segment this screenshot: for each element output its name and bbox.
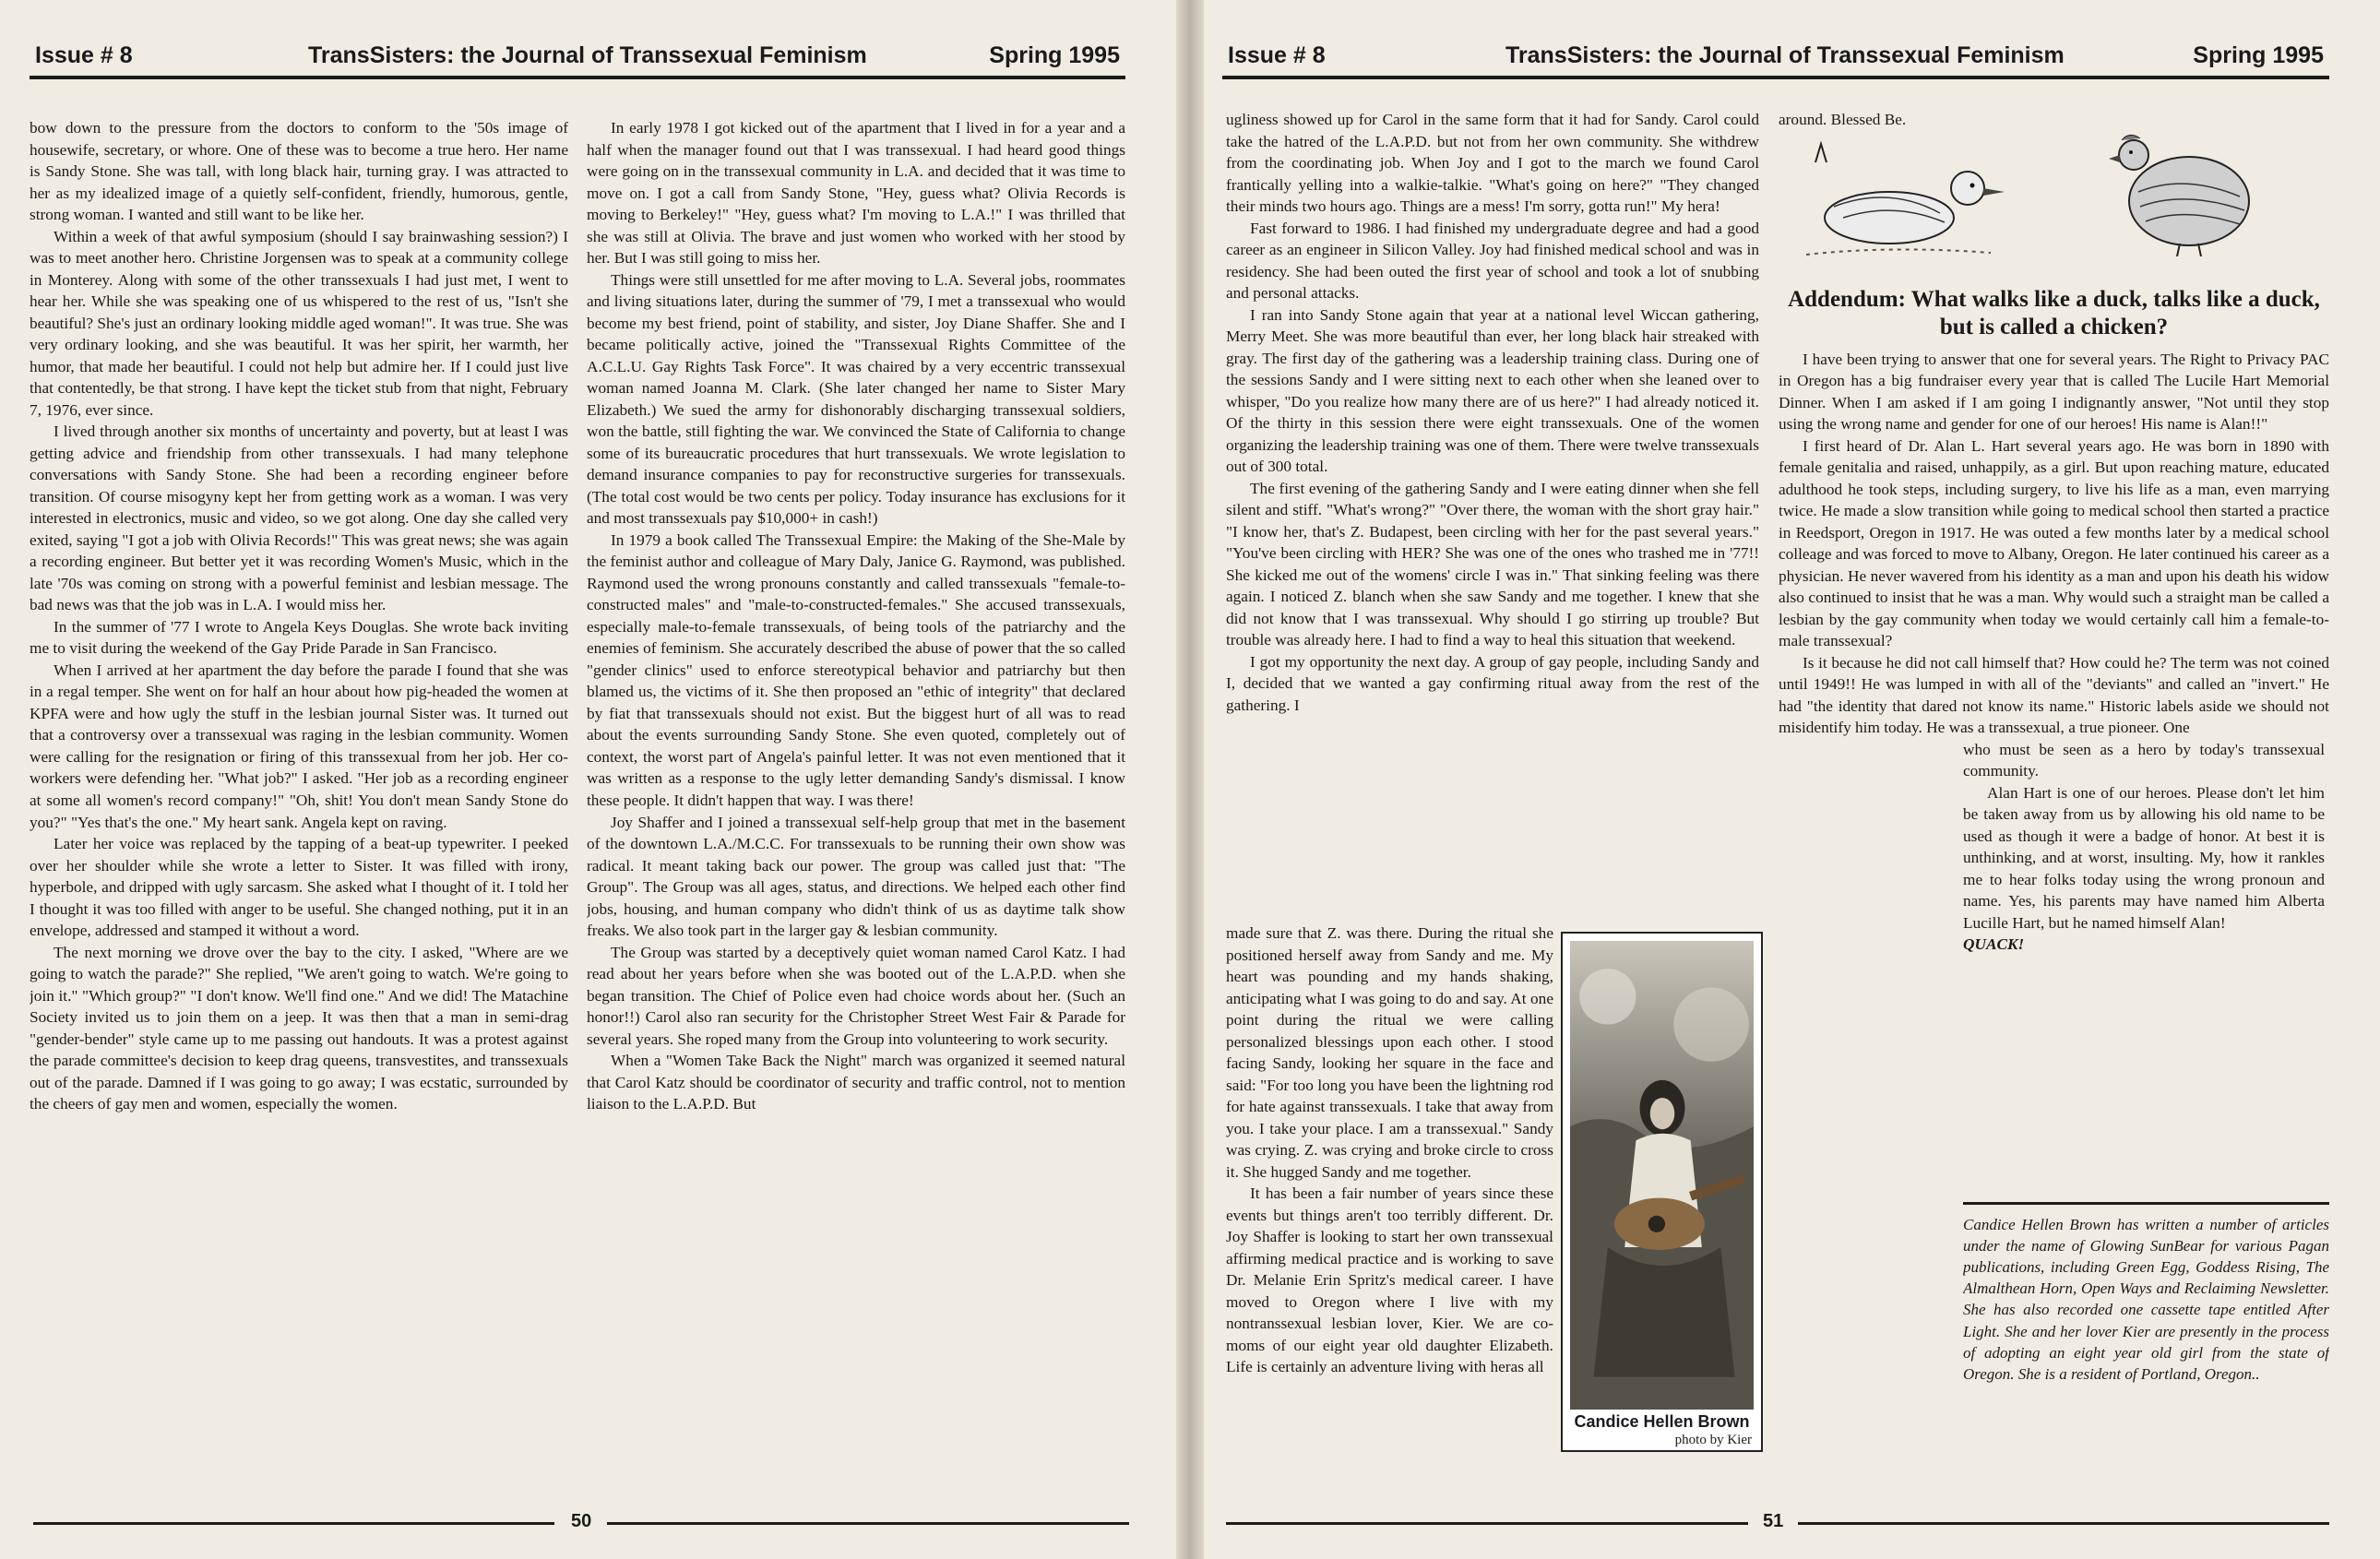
left-column-1 bbox=[30, 117, 568, 1469]
addendum-body bbox=[1779, 349, 2329, 739]
paragraph: I lived through another six months of uncertainty and poverty, but at least I was getting advice and friendship from other transsexuals. I had many telephone conversations with Sandy Stone. She had been a recording engineer before transition. Of course misogyny kept her from getting work as a woman. I was very interested in electronics, music and video, so we got along. One day she called very exited, saying "I got a job with Olivia Records!" This was great news; she was again a recording engineer. But better yet it was recording Women's Music, which in the late '70s was coming on strong with a powerful feminist and lesbian message. The bad news was that the job was in L.A. I would miss her. bbox=[30, 422, 568, 614]
paragraph: Alan Hart is one of our heroes. Please don't let him be taken away from us by allowing his old name to be used as though it were a badge of honor. At best it is unthinking, and at worst, insulting. My, how it rankles me to hear folks today using the wrong pronoun and name. Yes, his parents may have named him Alberta Lucille Hart, but he named himself Alan! bbox=[1963, 783, 2325, 932]
paragraph: When a "Women Take Back the Night" march was organized it seemed natural that Carol Katz should be coordinator of security and traffic control, not to mention liaison to the L.A.P.D. But bbox=[587, 1052, 1125, 1113]
paragraph: Later her voice was replaced by the tapping of a beat-up typewriter. I peeked over her shoulder while she wrote a letter to Sister. It was filled with irony, hyperbole, and dripped with ugly sarcasm. She asked what I thought of it. I told her I thought it was too filled with anger to be useful. She changed nothing, put it in an envelope, addressed and stamped it without a word. bbox=[30, 835, 568, 940]
journal-title: TransSisters: the Journal of Transsexual Feminism bbox=[1505, 42, 2065, 68]
intro-text: around. Blessed Be. bbox=[1779, 111, 1907, 128]
chicken-icon bbox=[2092, 118, 2277, 256]
paragraph: The first evening of the gathering Sandy and I were eating dinner when she fell silent and stiff. "What's wrong?" "Over there, the woman with the short gray hair." "I know her, that's Z. Budapest, been circling with her for the past several years." "You've been circling with HER? She was one of the ones who trashed me in '77!! She kicked me out of the womens' circle I was in." That sinking feeling was there again. I noticed Z. blanch when she saw Sandy and me together. I knew that she did not know that I was transsexual. Why should I go stirring up trouble? But trouble was already here. I had to find a way to heal this situation that weekend. bbox=[1226, 479, 1759, 649]
page-number: 50 bbox=[571, 1511, 592, 1531]
paragraph: Within a week of that awful symposium (should I say brainwashing session?) I was to meet another hero. Christine Jorgensen was to speak at a community college in Monterey. Along with some of the other transsexuals I had just met, I went to hear her. While she was speaking one of us whispered to the rest of us, "Isn't she beautiful? She's just an ordinary looking middle aged woman!". It was true. She was very ordinary looking, and she was beautiful. It was her spirit, her warmth, her humor, that made her beautiful. I could not help but admire her. If I could just live that contentedly, be that strong. I have kept the ticket stub from that night, February 7, 1976, ever since. bbox=[30, 227, 568, 419]
issue-label: Issue # 8 bbox=[35, 42, 133, 68]
addendum-title: Addendum: What walks like a duck, talks like a duck, but is called a chicken? bbox=[1788, 286, 2320, 339]
paragraph: ugliness showed up for Carol in the same form that it had for Sandy. Carol could take the hatred of the L.A.P.D. but not from her own community. She withdrew from the coordinating job. When Joy and I got to the march we found Carol frantically yelling into a walkie-talkie. "What's going on here?" "They changed their minds two hours ago. Things are a mess! I'm sorry, gotta run!" My hera! bbox=[1226, 111, 1759, 216]
paragraph: Fast forward to 1986. I had finished my undergraduate degree and had a good career as an engineer in Silicon Valley. Joy had finished medical school and was in residency. She had been outed the first year of school and took a lot of snubbing and personal attacks. bbox=[1226, 219, 1759, 303]
author-photo bbox=[1561, 932, 1763, 1452]
page-number: 51 bbox=[1763, 1511, 1784, 1531]
paragraph: In early 1978 I got kicked out of the apartment that I lived in for a year and a half when the manager found out that I was transsexual. I had heard good things were going on in the transsexual community in L.A. and decided that it was time to move on. I got a call from Sandy Stone, "Hey, guess what? Olivia Records is moving to Berkeley!" "Hey, guess what? I'm moving to L.A.!" I was thrilled that she was still at Olivia. The brave and just women who worked with her stood by her. But I was still going to miss her. bbox=[587, 119, 1125, 268]
paragraph: I got my opportunity the next day. A group of gay people, including Sandy and I, decided that we wanted a gay confirming ritual away from the rest of the gathering. I bbox=[1226, 652, 1759, 714]
paragraph: The Group was started by a deceptively quiet woman named Carol Katz. I had read about her years before when she was booted out of the L.A.P.D. when she began transition. The Chief of Police even had choice words about her. (Such an honor!!) Carol also ran security for the Christopher Street West Fair & Parade for several years. She roped many from the Group into volunteering to work security. bbox=[587, 943, 1125, 1048]
right-page-header bbox=[1222, 35, 2329, 79]
season-label: Spring 1995 bbox=[2193, 42, 2324, 68]
paragraph: who must be seen as a hero by today's transsexual community. bbox=[1963, 740, 2325, 780]
quack-text: QUACK! bbox=[1963, 935, 2025, 954]
paragraph: Things were still unsettled for me after moving to L.A. Several jobs, roommates and living situations later, during the summer of '79, I met a transsexual who would become my best friend, point of stability, and sister, Joy Diane Shaffer. She and I became politically active, joined the "Transsexual Rights Committee of the A.C.L.U. Gay Rights Task Force". It was chaired by a very eccentric transsexual woman named Joanna M. Clark. (She later changed her name to Sister Mary Elizabeth.) We sued the army for dishonorably discharging transsexual soldiers, won the battle, still fighting the war. We convinced the State of California to change some of its bureaucratic procedures that hurt transsexuals. We wrote legislation to demand insurance companies to pay for reconstructive surgeries for transsexuals. (The total cost would be two cents per policy. Today insurance has exclusions for it and most transsexuals pay $10,000+ in cash!) bbox=[587, 270, 1125, 528]
author-bio bbox=[1963, 1202, 2329, 1463]
issue-label: Issue # 8 bbox=[1228, 42, 1326, 68]
bio-text: Candice Hellen Brown has written a number of articles under the name of Glowing SunBear for various Pagan publications, including Green Egg, Goddess Rising, The Almalthean Horn, Open Ways and Reclaiming Newsletter. She has also recorded one cassette tape entitled After Light. She and her lover Kier are presently in the process of adopting an eight year old girl from the state of Oregon. She is a resident of Portland, Oregon.. bbox=[1963, 1216, 2329, 1383]
woman-with-guitar-icon bbox=[1570, 941, 1754, 1410]
binding-gutter bbox=[1176, 0, 1204, 1559]
paragraph: I first heard of Dr. Alan L. Hart several years ago. He was born in 1890 with female genitalia and raised, unhappily, as a girl. But upon reaching mature, educated adulthood he took steps, including surgery, to live his life as a man, even marrying twice. He made a slow transition while going to medical school then started a practice in Reedsport, Oregon in 1917. He was outed a few months later by a medical school colleage and was forced to move to Albany, Oregon. He later continued his career as a physician. He never wavered from his identity as a man and upon his death his widow also continued to insist that he was a man. Why would such a straight man be called a lesbian by the gay community when today we would certainly call him a female-to-male transsexual? bbox=[1779, 436, 2329, 650]
photo-caption: Candice Hellen Brown bbox=[1574, 1412, 1750, 1431]
paragraph: I have been trying to answer that one for several years. The Right to Privacy PAC in Oregon has a big fundraiser every year that is called The Lucile Hart Memorial Dinner. When I am asked if I am going I indignantly answer, "Not until they stop using the wrong name and gender for one of our heroes! His name is Alan!!" bbox=[1779, 350, 2329, 434]
addendum-body-narrow bbox=[1963, 739, 2325, 934]
footer-rule bbox=[33, 1522, 554, 1525]
footer-rule bbox=[1798, 1522, 2329, 1525]
footer-rule bbox=[607, 1522, 1129, 1525]
left-page-header bbox=[30, 35, 1125, 79]
season-label: Spring 1995 bbox=[989, 42, 1120, 68]
right-page bbox=[1204, 0, 2380, 1559]
photo-scene bbox=[1570, 941, 1754, 1410]
paragraph: I ran into Sandy Stone again that year at a national level Wiccan gathering, Merry Meet. She was more beautiful than ever, her long black hair streaked with gray. The first day of the gathering was a leadership training class. During one of the sessions Sandy and I were sitting next to each other when she leaned over to whisper, "Do you realize how many there are of us here?" I had already noticed it. Of the thirty in this session there were eight transsexuals. One of the women organizing the leadership training was one of them. There were twelve transsexuals out of 300 total. bbox=[1226, 305, 1759, 476]
journal-title: TransSisters: the Journal of Transsexual Feminism bbox=[308, 42, 867, 68]
paragraph: When I arrived at her apartment the day before the parade I found that she was in a regal temper. She went on for half an hour about how pig-headed the women at KPFA were and how ugly the stuff in the lesbian journal Sister was. It turned out that a controversy over a transsexual was raging in the lesbian community. Women were calling for the resignation or firing of this transsexual from her job. Her co-workers were defending her. "What job?" I asked. "Her job as a recording engineer at some all women's record company!" "Oh, shit! You don't mean Sandy Stone do you?" "Yes that's the one." My heart sank. Angela kept on raving. bbox=[30, 660, 568, 831]
left-column-2 bbox=[587, 117, 1125, 1469]
footer-rule bbox=[1226, 1522, 1748, 1525]
right-column-1-narrow bbox=[1226, 922, 1553, 1469]
paragraph: Is it because he did not call himself that? How could he? The term was not coined until 1949!! He was lumped in with all of the "deviants" and called an "invert." He had "the identity that dared not know its name." Historic labels aside we should not misidentify him today. He was a transsexual, a true pioneer. One bbox=[1779, 653, 2329, 737]
duck-and-chicken-illustration bbox=[1779, 135, 2329, 273]
right-page-footer bbox=[1226, 1511, 2329, 1533]
paragraph: In the summer of '77 I wrote to Angela Keys Douglas. She wrote back inviting me to visit during the weekend of the Gay Pride Parade in San Francisco. bbox=[30, 617, 568, 658]
left-page bbox=[0, 0, 1176, 1559]
paragraph: bow down to the pressure from the doctors to conform to the '50s image of housewife, secretary, or whore. One of these was to become a true hero. Her name is Sandy Stone. She was tall, with long black hair, turning gray. I was attracted to her as my idealized image of a quietly self-confident, friendly, humorous, gentle, strong woman. I wanted and still want to be like her. bbox=[30, 119, 568, 224]
paragraph: It has been a fair number of years since these events but things aren't too terribly different. Dr. Joy Shaffer is looking to start her own transsexual affirming medical practice and is working to save Dr. Melanie Erin Spritz's medical career. I have moved to Oregon where I live with my nontranssexual lesbian lover, Kier. We are co-moms of our eight year old daughter Elizabeth. Life is certainly an adventure living with heras all bbox=[1226, 1184, 1553, 1376]
paragraph: The next morning we drove over the bay to the city. I asked, "Where are we going to watch the parade?" She replied, "We aren't going to watch. We're going to join it." "Which group?" "I don't know. We'll find one." And we did! The Matachine Society invited us to join them on a jeep. It was then that a man in semi-drag "gender-bender" style came up to me passing out handouts. It was a protest against the parade committee's decision to keep drag queens, transvestites, and transsexuals out of the parade. Damned if I was going to go away; I was ecstatic, surrounded by the cheers of gay men and women, especially the women. bbox=[30, 943, 568, 1113]
paragraph: Joy Shaffer and I joined a transsexual self-help group that met in the basement of the downtown L.A./M.C.C. For transsexuals to be running their own show was radical. It meant taking back our power. The group was called just that: "The Group". The Group was all ages, status, and directions. We helped each other find jobs, housing, and human company who didn't think of us as daytime talk show freaks. We also took part in the larger gay & lesbian community. bbox=[587, 813, 1125, 940]
right-column-1 bbox=[1226, 109, 1759, 930]
paragraph: In 1979 a book called The Transsexual Empire: the Making of the She-Male by the feminist author and colleague of Mary Daly, Janice G. Raymond, was published. Raymond used the wrong pronouns constantly and called transsexuals "female-to-constructed males" and "male-to-constructed-females." She accused transsexuals, especially male-to-female transsexuals, of being tools of the patriarchy and the enemies of feminism. She accurately described the abuse of power that the so called "gender clinics" used to enforce stereotypical behavior and patriarchy but then blamed us, the victims of it. She then proposed an "ethic of integrity" that declared by fiat that transsexuals should not exist. But the biggest hurt of all was to read about the events surrounding Sandy Stone. She even quoted, completely out of context, the worst part of Angela's painful letter. It was not even mentioned that it was written as a response to the ugly letter demanding Sandy's dismissal. I know these people. It didn't happen that way. I was there! bbox=[587, 530, 1125, 809]
left-page-footer bbox=[33, 1511, 1129, 1533]
paragraph: made sure that Z. was there. During the ritual she positioned herself away from Sandy and me. My heart was pounding and my hands shaking, anticipating what I was going to do and say. At one point during the ritual we were calling personalized blessings upon each other. I stood facing Sandy, looking her square in the face and said: "For too long you have been the lightning rod for hate against transsexuals. I take that away from you. I take your place. I am a transsexual." Sandy was crying. Z. was crying and broke circle to cross it. She hugged Sandy and me together. bbox=[1226, 924, 1553, 1181]
photo-credit: photo by Kier bbox=[1674, 1433, 1752, 1447]
